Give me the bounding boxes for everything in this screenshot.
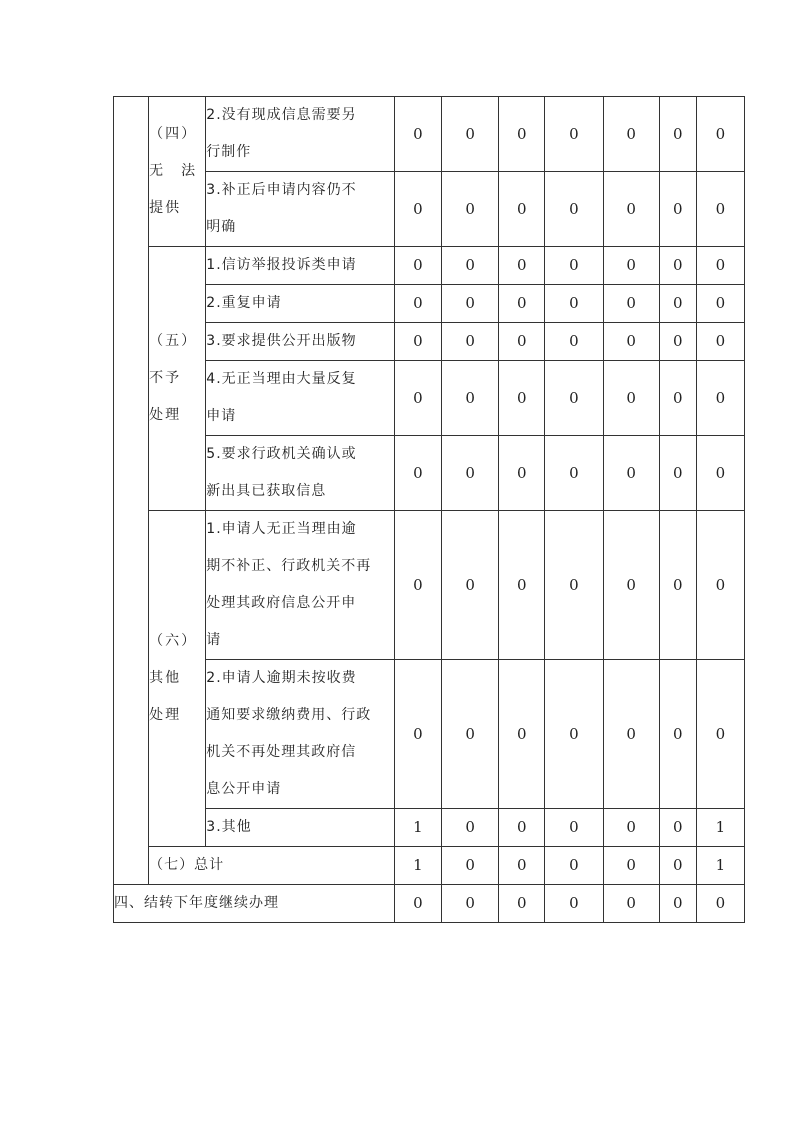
table-row: [114, 809, 745, 847]
item-cell: [206, 436, 395, 511]
value-cell: 0: [603, 809, 659, 847]
value-cell: 0: [545, 285, 603, 323]
item-cell: [206, 361, 395, 436]
category-line: 处理: [149, 407, 182, 423]
item-line: 申请: [206, 408, 237, 424]
item-line: 期不补正、行政机关不再: [206, 558, 372, 574]
item-line: 2.没有现成信息需要另: [206, 107, 357, 123]
carry-over-row: [114, 885, 745, 923]
value-cell: 0: [499, 97, 545, 172]
value-cell: 0: [659, 885, 696, 923]
value-cell: 0: [499, 511, 545, 660]
value-cell: 0: [696, 361, 744, 436]
item-line: 明确: [206, 219, 237, 235]
category-line: 其他: [149, 670, 182, 686]
value-cell: 1: [394, 847, 441, 885]
item-cell: [206, 511, 395, 660]
item-line: 2.申请人逾期未按收费: [206, 670, 357, 686]
value-cell: 1: [696, 809, 744, 847]
value-cell: 0: [603, 660, 659, 809]
value-cell: 0: [442, 97, 499, 172]
carry-over-label: 四、结转下年度继续办理: [114, 885, 395, 923]
value-cell: 0: [499, 172, 545, 247]
value-cell: 0: [394, 660, 441, 809]
category-line: 不予: [149, 370, 182, 386]
value-cell: 0: [603, 172, 659, 247]
value-cell: 0: [499, 885, 545, 923]
item-cell: [206, 285, 395, 323]
value-cell: 0: [442, 660, 499, 809]
value-cell: 0: [659, 247, 696, 285]
category-cell-four: [149, 97, 206, 247]
table-row: [114, 361, 745, 436]
value-cell: 0: [659, 361, 696, 436]
value-cell: 0: [499, 285, 545, 323]
item-line: 4.无正当理由大量反复: [206, 371, 357, 387]
item-cell: [206, 809, 395, 847]
item-line: 通知要求缴纳费用、行政: [206, 707, 372, 723]
item-line: 息公开申请: [206, 781, 282, 797]
value-cell: 0: [659, 511, 696, 660]
value-cell: 0: [603, 511, 659, 660]
value-cell: 0: [442, 809, 499, 847]
item-cell: [206, 660, 395, 809]
table-row: [114, 97, 745, 172]
value-cell: 0: [659, 660, 696, 809]
value-cell: 0: [696, 247, 744, 285]
value-cell: 0: [499, 323, 545, 361]
value-cell: 0: [499, 847, 545, 885]
value-cell: 0: [545, 172, 603, 247]
value-cell: 0: [659, 323, 696, 361]
value-cell: 0: [696, 885, 744, 923]
item-line: 新出具已获取信息: [206, 483, 327, 499]
category-line: （六）: [149, 633, 198, 649]
table-row: [114, 511, 745, 660]
table-row: [114, 323, 745, 361]
item-line: 3.补正后申请内容仍不: [206, 182, 357, 198]
value-cell: 0: [394, 285, 441, 323]
value-cell: 0: [394, 436, 441, 511]
value-cell: 0: [442, 361, 499, 436]
value-cell: 0: [603, 885, 659, 923]
value-cell: 0: [603, 285, 659, 323]
value-cell: 0: [696, 323, 744, 361]
value-cell: 0: [545, 323, 603, 361]
value-cell: 0: [442, 885, 499, 923]
value-cell: 0: [499, 361, 545, 436]
disclosure-stats-table: [113, 96, 745, 923]
value-cell: 0: [499, 436, 545, 511]
value-cell: 0: [696, 285, 744, 323]
category-cell-five: [149, 247, 206, 511]
item-cell: [206, 323, 395, 361]
table-row: [114, 436, 745, 511]
value-cell: 0: [696, 172, 744, 247]
value-cell: 0: [499, 247, 545, 285]
value-cell: 0: [442, 847, 499, 885]
value-cell: 0: [696, 97, 744, 172]
value-cell: 0: [394, 361, 441, 436]
value-cell: 0: [394, 172, 441, 247]
value-cell: 0: [545, 436, 603, 511]
item-line: 2.重复申请: [206, 295, 282, 311]
value-cell: 0: [545, 97, 603, 172]
value-cell: 0: [394, 247, 441, 285]
value-cell: 0: [659, 172, 696, 247]
value-cell: 0: [696, 511, 744, 660]
table-row: [114, 285, 745, 323]
value-cell: 1: [394, 809, 441, 847]
value-cell: 0: [545, 361, 603, 436]
item-line: 3.要求提供公开出版物: [206, 333, 357, 349]
category-cell-six: [149, 511, 206, 847]
value-cell: 0: [394, 97, 441, 172]
category-line: （五）: [149, 333, 198, 349]
category-line: （四）: [149, 126, 198, 142]
value-cell: 0: [696, 660, 744, 809]
item-line: 3.其他: [206, 819, 252, 835]
value-cell: 0: [659, 847, 696, 885]
value-cell: 0: [394, 885, 441, 923]
item-line: 处理其政府信息公开申: [206, 595, 357, 611]
item-cell: [206, 172, 395, 247]
value-cell: 0: [545, 511, 603, 660]
value-cell: 0: [442, 172, 499, 247]
value-cell: 0: [545, 885, 603, 923]
item-cell: [206, 247, 395, 285]
item-line: 机关不再处理其政府信: [206, 744, 357, 760]
total-row: [114, 847, 745, 885]
value-cell: 0: [442, 511, 499, 660]
value-cell: 0: [442, 436, 499, 511]
value-cell: 0: [394, 323, 441, 361]
value-cell: 0: [603, 97, 659, 172]
item-line: 5.要求行政机关确认或: [206, 446, 357, 462]
value-cell: 0: [659, 809, 696, 847]
value-cell: 0: [696, 436, 744, 511]
item-line: 1.申请人无正当理由逾: [206, 521, 357, 537]
table-row: [114, 247, 745, 285]
item-cell: [206, 97, 395, 172]
value-cell: 0: [603, 247, 659, 285]
value-cell: 0: [545, 847, 603, 885]
table-row: [114, 660, 745, 809]
value-cell: 0: [659, 97, 696, 172]
value-cell: 0: [659, 436, 696, 511]
value-cell: 0: [603, 436, 659, 511]
item-line: 请: [206, 632, 222, 648]
value-cell: 0: [545, 809, 603, 847]
value-cell: 0: [603, 323, 659, 361]
item-line: 1.信访举报投诉类申请: [206, 257, 357, 273]
value-cell: 1: [696, 847, 744, 885]
value-cell: 0: [499, 809, 545, 847]
value-cell: 0: [545, 247, 603, 285]
value-cell: 0: [442, 285, 499, 323]
category-line: 提供: [149, 200, 182, 216]
value-cell: 0: [442, 247, 499, 285]
category-line: 无 法: [149, 163, 198, 179]
total-label: （七）总计: [149, 847, 395, 885]
value-cell: 0: [603, 361, 659, 436]
value-cell: 0: [659, 285, 696, 323]
value-cell: 0: [394, 511, 441, 660]
item-line: 行制作: [206, 144, 252, 160]
value-cell: 0: [603, 847, 659, 885]
value-cell: 0: [442, 323, 499, 361]
value-cell: 0: [545, 660, 603, 809]
value-cell: 0: [499, 660, 545, 809]
outer-blank-cell: [114, 97, 149, 885]
table-row: [114, 172, 745, 247]
category-line: 处理: [149, 707, 182, 723]
